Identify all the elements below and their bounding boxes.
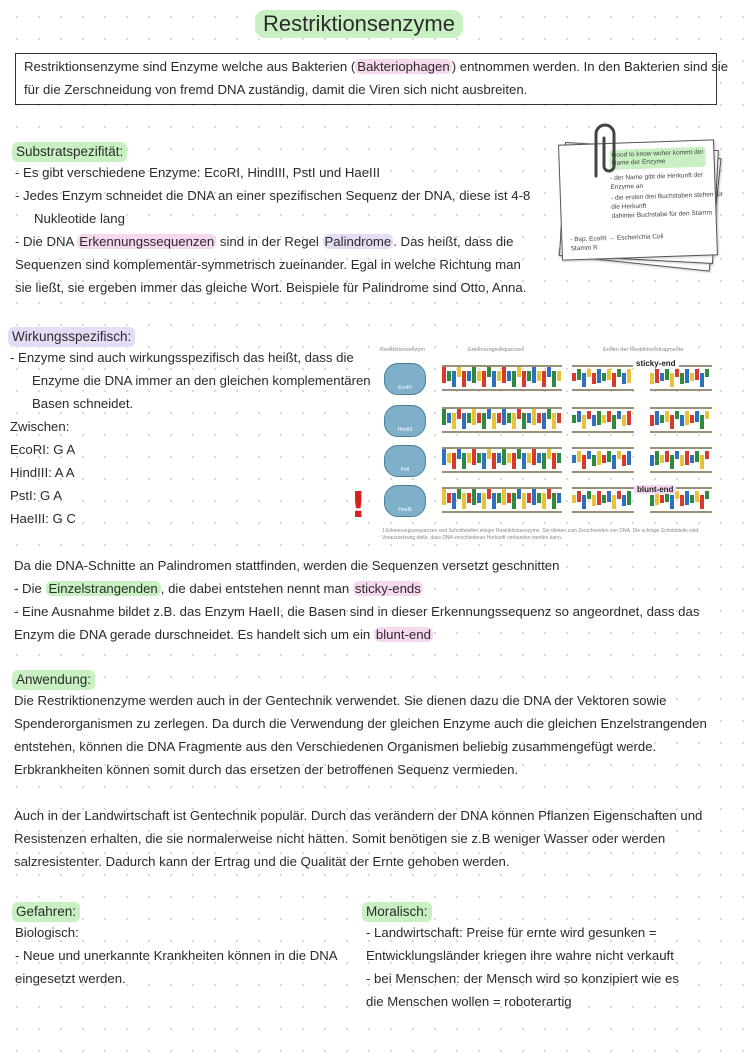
base-bar — [690, 373, 694, 381]
base-bar — [547, 489, 551, 499]
base-bar — [542, 371, 546, 387]
base-bar — [442, 449, 446, 465]
moralisch-line-2: Entwicklungsländer kriegen ihre wahre nicht verkauft — [366, 948, 674, 963]
base-bar — [612, 373, 616, 387]
base-bar — [597, 369, 601, 383]
base-bar — [622, 495, 626, 506]
base-bar — [690, 495, 694, 503]
base-bar — [502, 367, 506, 383]
base-bar — [552, 413, 556, 429]
enzyme-label: EcoRI — [398, 385, 412, 391]
base-bar — [492, 453, 496, 469]
base-bar — [592, 495, 596, 506]
substrat-l4-c: . Das heißt, dass die — [393, 234, 514, 249]
highlight-blunt-end: blunt-end — [375, 627, 431, 642]
base-bar — [650, 373, 654, 384]
base-bar — [650, 455, 654, 466]
schnitte-l4-a: Enzym die DNA gerade durschneidet. Es handelt sich um ein — [14, 627, 374, 642]
base-bar — [695, 411, 699, 422]
figure-caption-line-1: 1 Erkennungssequenzen und Schnittstellen einiger Restriktionsenzyme. Sie dienen zum Zerschneiden von DNA. Die schräge Schnittstelle sind — [382, 528, 699, 534]
base-bar — [607, 451, 611, 462]
base-bar — [627, 369, 631, 383]
base-bar — [670, 495, 674, 509]
base-bar — [670, 415, 674, 429]
base-bar — [617, 491, 621, 499]
fragment-end-strip — [572, 365, 634, 391]
note-header-line-2: Name der Enzyme — [611, 158, 666, 167]
base-bar — [627, 491, 631, 505]
substrat-line-5: Sequenzen sind komplementär-symmetrisch zueinander. Egal in welche Richtung man — [15, 257, 521, 272]
page-title: Restriktionsenzyme — [255, 10, 463, 38]
base-bar — [467, 453, 471, 463]
highlight-sticky-ends: sticky-ends — [354, 581, 421, 596]
base-bar — [665, 451, 669, 462]
schnitte-line-1: Da die DNA-Schnitte an Palindromen stattfinden, werden die Sequenzen versetzt geschnitten — [14, 558, 560, 573]
base-bar — [447, 493, 451, 503]
moralisch-line-1: - Landwirtschaft: Preise für ernte wird gesunken = — [366, 925, 657, 940]
base-bar — [660, 495, 664, 503]
base-bar — [472, 449, 476, 465]
base-bar — [507, 453, 511, 463]
note-line-6: - Bsp. EcoRI → Escherichia Coli — [570, 233, 664, 244]
wirkung-line-7: PstI: G A — [10, 488, 63, 503]
base-bar — [552, 371, 556, 387]
fragment-end-strip — [572, 407, 634, 433]
fragment-end-strip — [650, 407, 712, 433]
blunt-end-label: blunt-end — [634, 485, 676, 494]
base-bar — [602, 455, 606, 463]
base-bar — [442, 367, 446, 383]
fragment-end-strip — [572, 447, 634, 473]
base-bar — [492, 371, 496, 387]
highlight-bakteriophagen: Bakteriophagen — [357, 59, 450, 74]
base-bar — [650, 495, 654, 506]
base-bar — [467, 413, 471, 423]
base-bar — [502, 489, 506, 505]
base-bar — [447, 413, 451, 423]
base-bar — [680, 495, 684, 506]
base-bar — [512, 413, 516, 429]
base-bar — [542, 413, 546, 429]
base-bar — [660, 415, 664, 423]
base-bar — [477, 413, 481, 423]
base-bar — [557, 413, 561, 423]
base-bar — [592, 415, 596, 426]
base-bar — [547, 449, 551, 459]
base-bar — [502, 409, 506, 425]
base-bar — [650, 415, 654, 426]
note-card-front — [558, 139, 723, 260]
base-bar — [700, 373, 704, 387]
highlight-einzelstrangenden: Einzelstrangenden — [46, 581, 161, 596]
base-bar — [582, 373, 586, 387]
wirkung-line-5: EcoRI: G A — [10, 442, 76, 457]
base-bar — [695, 369, 699, 380]
base-bar — [527, 413, 531, 423]
substrat-l4-a: - Die DNA — [15, 234, 78, 249]
anw-p2-line-3: salzresistenter. Dadurch kann der Ertrag und die Qualität der Ernte gehoben werden. — [14, 854, 510, 869]
base-bar — [492, 413, 496, 429]
base-bar — [452, 413, 456, 429]
base-bar — [602, 373, 606, 381]
base-bar — [670, 455, 674, 469]
base-bar — [467, 371, 471, 381]
base-bar — [582, 455, 586, 469]
base-bar — [685, 411, 689, 425]
base-bar — [607, 411, 611, 422]
base-bar — [517, 489, 521, 499]
note-line-4: die Herkunft — [611, 202, 647, 211]
highlight-palindrome: Palindrome — [324, 234, 392, 249]
anw-p2-line-2: Resistenzen erhalten, die sie normalerweise nicht hätten. Somit benötigen sie z.B weniger Wasser oder werden — [14, 831, 666, 846]
base-bar — [705, 491, 709, 499]
base-bar — [617, 411, 621, 419]
base-bar — [622, 415, 626, 426]
base-bar — [577, 369, 581, 380]
base-bar — [597, 491, 601, 505]
base-bar — [665, 369, 669, 380]
base-bar — [592, 455, 596, 466]
base-bar — [537, 493, 541, 503]
base-bar — [690, 455, 694, 463]
enzyme-label: HaeIII — [398, 507, 412, 513]
wirkung-line-4: Zwischen: — [10, 419, 70, 434]
base-bar — [627, 411, 631, 425]
base-bar — [492, 493, 496, 509]
base-bar — [705, 369, 709, 377]
wirkung-line-3: Basen schneidet. — [32, 396, 134, 411]
substrat-line-6: sie ließt, sie ergeben immer das gleiche Wort. Beispiele für Palindrome sind Otto, Anna. — [15, 280, 527, 295]
base-bar — [472, 367, 476, 383]
base-bar — [572, 455, 576, 463]
enzyme-label: PstI — [400, 467, 410, 473]
base-bar — [457, 489, 461, 499]
base-bar — [462, 493, 466, 509]
base-bar — [487, 449, 491, 459]
base-bar — [477, 453, 481, 463]
intro-line-2: für die Zerschneidung von fremd DNA zuständig, damit die Viren sich nicht ausbreiten. — [24, 82, 528, 97]
base-bar — [552, 493, 556, 509]
base-bar — [482, 413, 486, 429]
paperclip-icon — [586, 120, 626, 178]
base-bar — [457, 367, 461, 377]
base-bar — [502, 449, 506, 465]
base-bar — [582, 495, 586, 509]
base-bar — [547, 409, 551, 419]
base-bar — [497, 413, 501, 423]
note-line-2: Enzyme an — [610, 182, 644, 191]
enzyme-shape — [384, 445, 426, 477]
exclamation-icon: ! — [350, 485, 367, 526]
recognition-sequence-strip — [442, 447, 562, 473]
base-bar — [592, 373, 596, 384]
base-bar — [537, 413, 541, 423]
base-bar — [572, 495, 576, 503]
heading-anwendung: Anwendung: — [12, 670, 95, 690]
base-bar — [472, 489, 476, 505]
base-bar — [467, 493, 471, 503]
base-bar — [607, 369, 611, 380]
base-bar — [537, 453, 541, 463]
note-header-line-1: Good to know woher kommt der — [611, 148, 704, 159]
base-bar — [457, 409, 461, 419]
base-bar — [482, 371, 486, 387]
base-bar — [705, 451, 709, 459]
base-bar — [507, 493, 511, 503]
base-bar — [452, 493, 456, 509]
wirkung-line-8: HaeIII: G C — [10, 511, 76, 526]
base-bar — [512, 371, 516, 387]
base-bar — [700, 415, 704, 429]
base-bar — [612, 495, 616, 509]
base-bar — [705, 411, 709, 419]
substrat-line-3: Nukleotide lang — [34, 211, 125, 226]
base-bar — [487, 409, 491, 419]
base-bar — [577, 411, 581, 422]
anw-p1-line-2: Spenderorganismen zu zerlegen. Da durch die Verwendung der gleichen Enzyme auch die gleichen Enzelstrangenden — [14, 716, 707, 731]
anw-p2-line-1: Auch in der Landwirtschaft ist Gentechnik populär. Durch das verändern der DNA können Pflanzen Eigenschaften und — [14, 808, 703, 823]
base-bar — [487, 489, 491, 499]
substrat-line-4 — [15, 231, 513, 254]
note-line-1: - der Name gibt die Herkunft der — [610, 171, 704, 182]
base-bar — [482, 493, 486, 509]
base-bar — [680, 455, 684, 466]
base-bar — [587, 491, 591, 499]
enzyme-shape — [384, 405, 426, 437]
base-bar — [537, 371, 541, 381]
base-bar — [675, 451, 679, 459]
gefahren-line-1: Biologisch: — [15, 925, 79, 940]
base-bar — [497, 493, 501, 503]
base-bar — [517, 409, 521, 419]
base-bar — [522, 493, 526, 509]
base-bar — [522, 413, 526, 429]
base-bar — [477, 493, 481, 503]
base-bar — [572, 415, 576, 423]
base-bar — [472, 409, 476, 425]
base-bar — [527, 371, 531, 381]
base-bar — [680, 415, 684, 426]
base-bar — [532, 367, 536, 383]
wirkung-line-6: HindIII: A A — [10, 465, 75, 480]
base-bar — [557, 453, 561, 463]
base-bar — [695, 451, 699, 462]
intro-box — [15, 53, 729, 105]
figure-col-ends: Enden der Restriktionsfragmente — [603, 347, 684, 353]
wirkung-line-2: Enzyme die DNA immer an den gleichen komplementären — [32, 373, 371, 388]
base-bar — [517, 449, 521, 459]
base-bar — [597, 411, 601, 425]
base-bar — [680, 373, 684, 384]
figure-caption-line-2: Voraussetzung dafür, dass DNA verschiedener Herkunft verbunden werden kann. — [382, 535, 563, 541]
base-bar — [587, 369, 591, 377]
base-bar — [507, 371, 511, 381]
base-bar — [617, 369, 621, 377]
base-bar — [617, 451, 621, 459]
base-bar — [700, 495, 704, 509]
base-bar — [532, 409, 536, 425]
heading-moralisch: Moralisch: — [362, 902, 432, 922]
base-bar — [627, 451, 631, 465]
base-bar — [572, 373, 576, 381]
base-bar — [552, 453, 556, 469]
figure-col-sequence: Erkennungssequenzen — [468, 347, 525, 353]
figure-col-enzyme: Restriktionsenzym — [380, 347, 425, 353]
schnitte-l2-a: - Die — [14, 581, 46, 596]
highlight-erkennungssequenzen: Erkennungssequenzen — [79, 234, 215, 249]
base-bar — [670, 373, 674, 387]
base-bar — [622, 373, 626, 384]
base-bar — [452, 371, 456, 387]
recognition-sequence-strip — [442, 407, 562, 433]
good-to-know-note — [556, 128, 724, 266]
base-bar — [487, 367, 491, 377]
base-bar — [462, 371, 466, 387]
base-bar — [547, 367, 551, 377]
base-bar — [512, 493, 516, 509]
note-line-5: dahinter Buchstabe für den Stamm — [611, 209, 713, 220]
base-bar — [655, 411, 659, 425]
base-bar — [497, 371, 501, 381]
anw-p1-line-3: entstehen, können die DNA Fragmente aus den Verschiedenen Organismen beliebig zusammengefügt werde. — [14, 739, 657, 754]
moralisch-line-4: die Menschen wollen = roboterartig — [366, 994, 572, 1009]
fragment-end-strip — [650, 447, 712, 473]
note-line-3: - die ersten drei Buchstaben stehen für — [610, 191, 723, 202]
restriction-enzyme-figure — [378, 345, 740, 545]
fragment-end-strip — [572, 487, 634, 513]
heading-gefahren: Gefahren: — [12, 902, 80, 922]
heading-wirkungsspezifisch: Wirkungsspezifisch: — [8, 327, 135, 347]
gefahren-line-2: - Neue und unerkannte Krankheiten können in die DNA — [15, 948, 338, 963]
anw-p1-line-1: Die Restriktionenzyme werden auch in der Gentechnik verwendet. Sie dienen dazu die DNA der Vektoren sowie — [14, 693, 667, 708]
enzyme-shape — [384, 363, 426, 395]
base-bar — [582, 415, 586, 429]
base-bar — [507, 413, 511, 423]
wirkung-line-1: - Enzyme sind auch wirkungsspezifisch das heißt, dass die — [10, 350, 354, 365]
intro-text-a: Restriktionsenzyme sind Enzyme welche aus Bakterien ( — [24, 59, 356, 74]
base-bar — [447, 453, 451, 463]
schnitte-line-2 — [14, 578, 423, 601]
base-bar — [587, 451, 591, 459]
schnitte-line-4 — [14, 624, 433, 647]
base-bar — [685, 369, 689, 383]
base-bar — [457, 449, 461, 459]
recognition-sequence-strip — [442, 365, 562, 391]
base-bar — [655, 451, 659, 465]
base-bar — [577, 491, 581, 502]
base-bar — [477, 371, 481, 381]
base-bar — [602, 415, 606, 423]
substrat-line-1: - Es gibt verschiedene Enzyme: EcoRI, HindIII, PstI und HaeIII — [15, 165, 381, 180]
base-bar — [542, 493, 546, 509]
base-bar — [607, 491, 611, 502]
base-bar — [447, 371, 451, 381]
base-bar — [665, 411, 669, 422]
base-bar — [532, 489, 536, 505]
base-bar — [512, 453, 516, 469]
base-bar — [522, 453, 526, 469]
base-bar — [612, 415, 616, 429]
base-bar — [577, 451, 581, 462]
base-bar — [542, 453, 546, 469]
moralisch-line-3: - bei Menschen: der Mensch wird so konzipiert wie es — [366, 971, 679, 986]
base-bar — [597, 451, 601, 465]
base-bar — [442, 489, 446, 505]
base-bar — [655, 369, 659, 383]
base-bar — [527, 493, 531, 503]
note-line-7: Stamm R — [570, 244, 598, 253]
base-bar — [497, 453, 501, 463]
base-bar — [660, 455, 664, 463]
base-bar — [462, 413, 466, 429]
base-bar — [622, 455, 626, 466]
sticky-end-label: sticky-end — [633, 359, 679, 368]
base-bar — [685, 451, 689, 465]
intro-line-1 — [24, 56, 728, 79]
base-bar — [602, 495, 606, 503]
base-bar — [700, 455, 704, 469]
base-bar — [675, 411, 679, 419]
base-bar — [675, 369, 679, 377]
base-bar — [527, 453, 531, 463]
enzyme-label: HindIII — [397, 427, 413, 433]
base-bar — [685, 491, 689, 505]
base-bar — [522, 371, 526, 387]
base-bar — [442, 409, 446, 425]
intro-text-b: ) entnommen werden. In den Bakterien sind sie — [451, 59, 729, 74]
base-bar — [660, 373, 664, 381]
gefahren-line-3: eingesetzt werden. — [15, 971, 126, 986]
base-bar — [532, 449, 536, 465]
base-bar — [517, 367, 521, 377]
base-bar — [452, 453, 456, 469]
base-bar — [482, 453, 486, 469]
base-bar — [462, 453, 466, 469]
enzyme-shape — [384, 485, 426, 517]
base-bar — [587, 411, 591, 419]
heading-substratspezifitaet: Substratspezifität: — [12, 142, 127, 162]
base-bar — [690, 415, 694, 423]
base-bar — [612, 455, 616, 469]
base-bar — [557, 493, 561, 503]
recognition-sequence-strip — [442, 487, 562, 513]
substrat-l4-b: sind in der Regel — [216, 234, 323, 249]
base-bar — [557, 371, 561, 381]
substrat-line-2: - Jedes Enzym schneidet die DNA an einer spezifischen Sequenz der DNA, diese ist 4-8 — [15, 188, 531, 203]
fragment-end-strip — [650, 365, 712, 391]
schnitte-l2-b: , die dabei entstehen nennt man — [160, 581, 353, 596]
base-bar — [695, 491, 699, 502]
schnitte-line-3: - Eine Ausnahme bildet z.B. das Enzym HaeII, die Basen sind in dieser Erkennungssequenz so angeordnet, dass das — [14, 604, 700, 619]
anw-p1-line-4: Erbkrankheiten können somit durch das ersetzen der betroffenen Sequenz vermieden. — [14, 762, 519, 777]
